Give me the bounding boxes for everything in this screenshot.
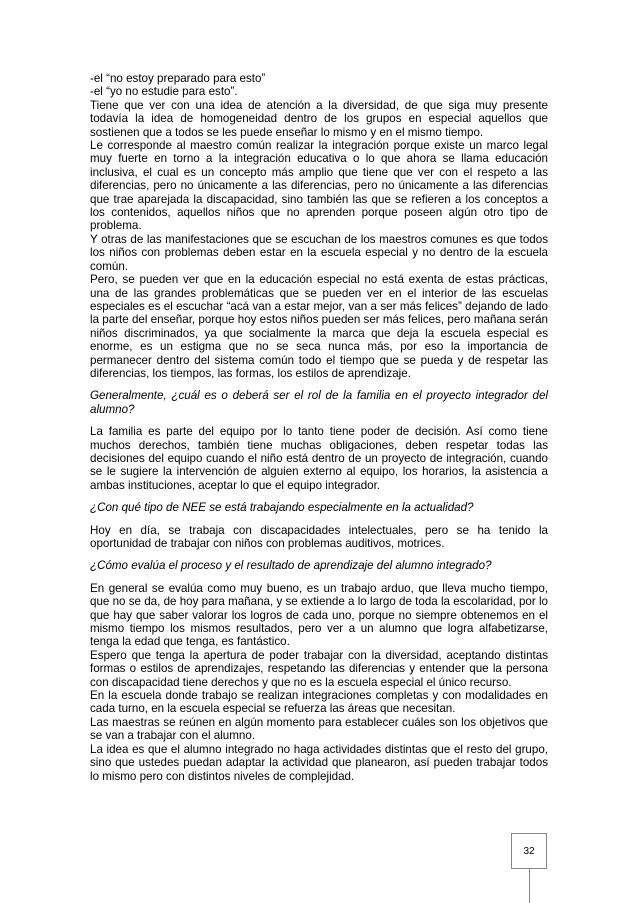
paragraph: Hoy en día, se trabaja con discapacidades intelectuales, pero se ha tenido la oportunidad de trabajar con niños con problemas auditivos, motrices.	[90, 523, 548, 550]
paragraph: En general se evalúa como muy bueno, es un trabajo arduo, que lleva mucho tiempo, que no se da, de hoy para mañana, y se extiende a lo largo de toda la escolaridad, por lo que hay que saber valorar los logros de cada uno, porque no siempre obtenemos en el mismo tiempo los mismos resultados, pero ver a un alumno que logra alfabetizarse, tenga la edad que tenga, es fantástico.	[90, 581, 548, 649]
paragraph: Las maestras se reúnen en algún momento para establecer cuáles son los objetivos que se van a trabajar con el alumno.	[90, 715, 548, 743]
paragraph: En la escuela donde trabajo se realizan integraciones completas y con modalidades en cada turno, en la escuela especial se refuerza las áreas que necesitan.	[90, 689, 548, 716]
question-heading: Generalmente, ¿cuál es o deberá ser el rol de la familia en el proyecto integrador del alumno?	[90, 389, 548, 416]
paragraph: -el “no estoy preparado para esto”	[90, 72, 266, 85]
paragraph: La familia es parte del equipo por lo tanto tiene poder de decisión. Así como tiene muchos derechos, también tiene muchas obligaciones, deben respetar todas las decisiones del equipo cuando el niño está dentro de un proyecto de integración, cuando se le sugiere la intervención de alguien externo al equipo, los horarios, la asistencia a ambas instituciones, aceptar lo que el equipo integrador.	[90, 425, 548, 492]
paragraph: -el “yo no estudie para esto”.	[90, 85, 238, 99]
page-number	[511, 833, 547, 869]
document-body	[90, 72, 548, 783]
question-heading: ¿Con qué tipo de NEE se está trabajando especialmente en la actualidad?	[90, 501, 474, 515]
paragraph: Y otras de las manifestaciones que se escuchan de los maestros comunes es que todos los niños con problemas deben estar en la escuela especial y no dentro de la escuela común.	[90, 232, 548, 273]
page-number-label: 32	[523, 845, 535, 857]
question-heading: ¿Cómo evalúa el proceso y el resultado de aprendizaje del alumno integrado?	[90, 559, 492, 573]
paragraph: Tiene que ver con una idea de atención a la diversidad, de que siga muy presente todavía la idea de homogeneidad dentro de los grupos en especial aquellos que sostienen que a todos se les puede enseñar lo mismo y en el mismo tiempo.	[90, 98, 548, 139]
paragraph: Le corresponde al maestro común realizar la integración porque existe un marco legal muy fuerte en torno a la integración educativa o lo que ahora se llama educación inclusiva, el cual es un concepto más amplio que tiene que ver con el respeto a las diferencias, pero no únicamente a las diferencias, pero no únicamente a las diferencias que trae aparejada la discapacidad, sino también las que se refieren a los conceptos a los contenidos, aquellos niños que no aprenden porque poseen algún otro tipo de problema.	[90, 139, 548, 233]
paragraph: La idea es que el alumno integrado no haga actividades distintas que el resto del grupo, sino que ustedes puedan adaptar la actividad que planearon, así pueden trabajar todos lo mismo pero con distintos niveles de complejidad.	[90, 742, 548, 783]
paragraph: Pero, se pueden ver que en la educación especial no está exenta de estas prácticas, una de las grandes problemáticas que se pueden ver en el interior de las escuelas especiales es el escuchar “acá van a estar mejor, van a ser más felices” dejando de lado la parte del enseñar, porque hoy estos niños pueden ser más felices, pero mañana serán niños discriminados, ya que socialmente la marca que deja la escuela especial es enorme, es un estigma que no se seca nunca más, por eso la importancia de permanecer dentro del sistema común todo el tiempo que se pueda y de respetar las diferencias, los tiempos, las formas, los estilos de aprendizaje.	[90, 273, 548, 380]
paragraph: Espero que tenga la apertura de poder trabajar con la diversidad, aceptando distintas formas o estilos de aprendizajes, respetando las diferencias y entender que la persona con discapacidad tiene derechos y que no es la escuela especial el único recurso.	[90, 648, 548, 689]
page-number-rule	[529, 869, 530, 903]
